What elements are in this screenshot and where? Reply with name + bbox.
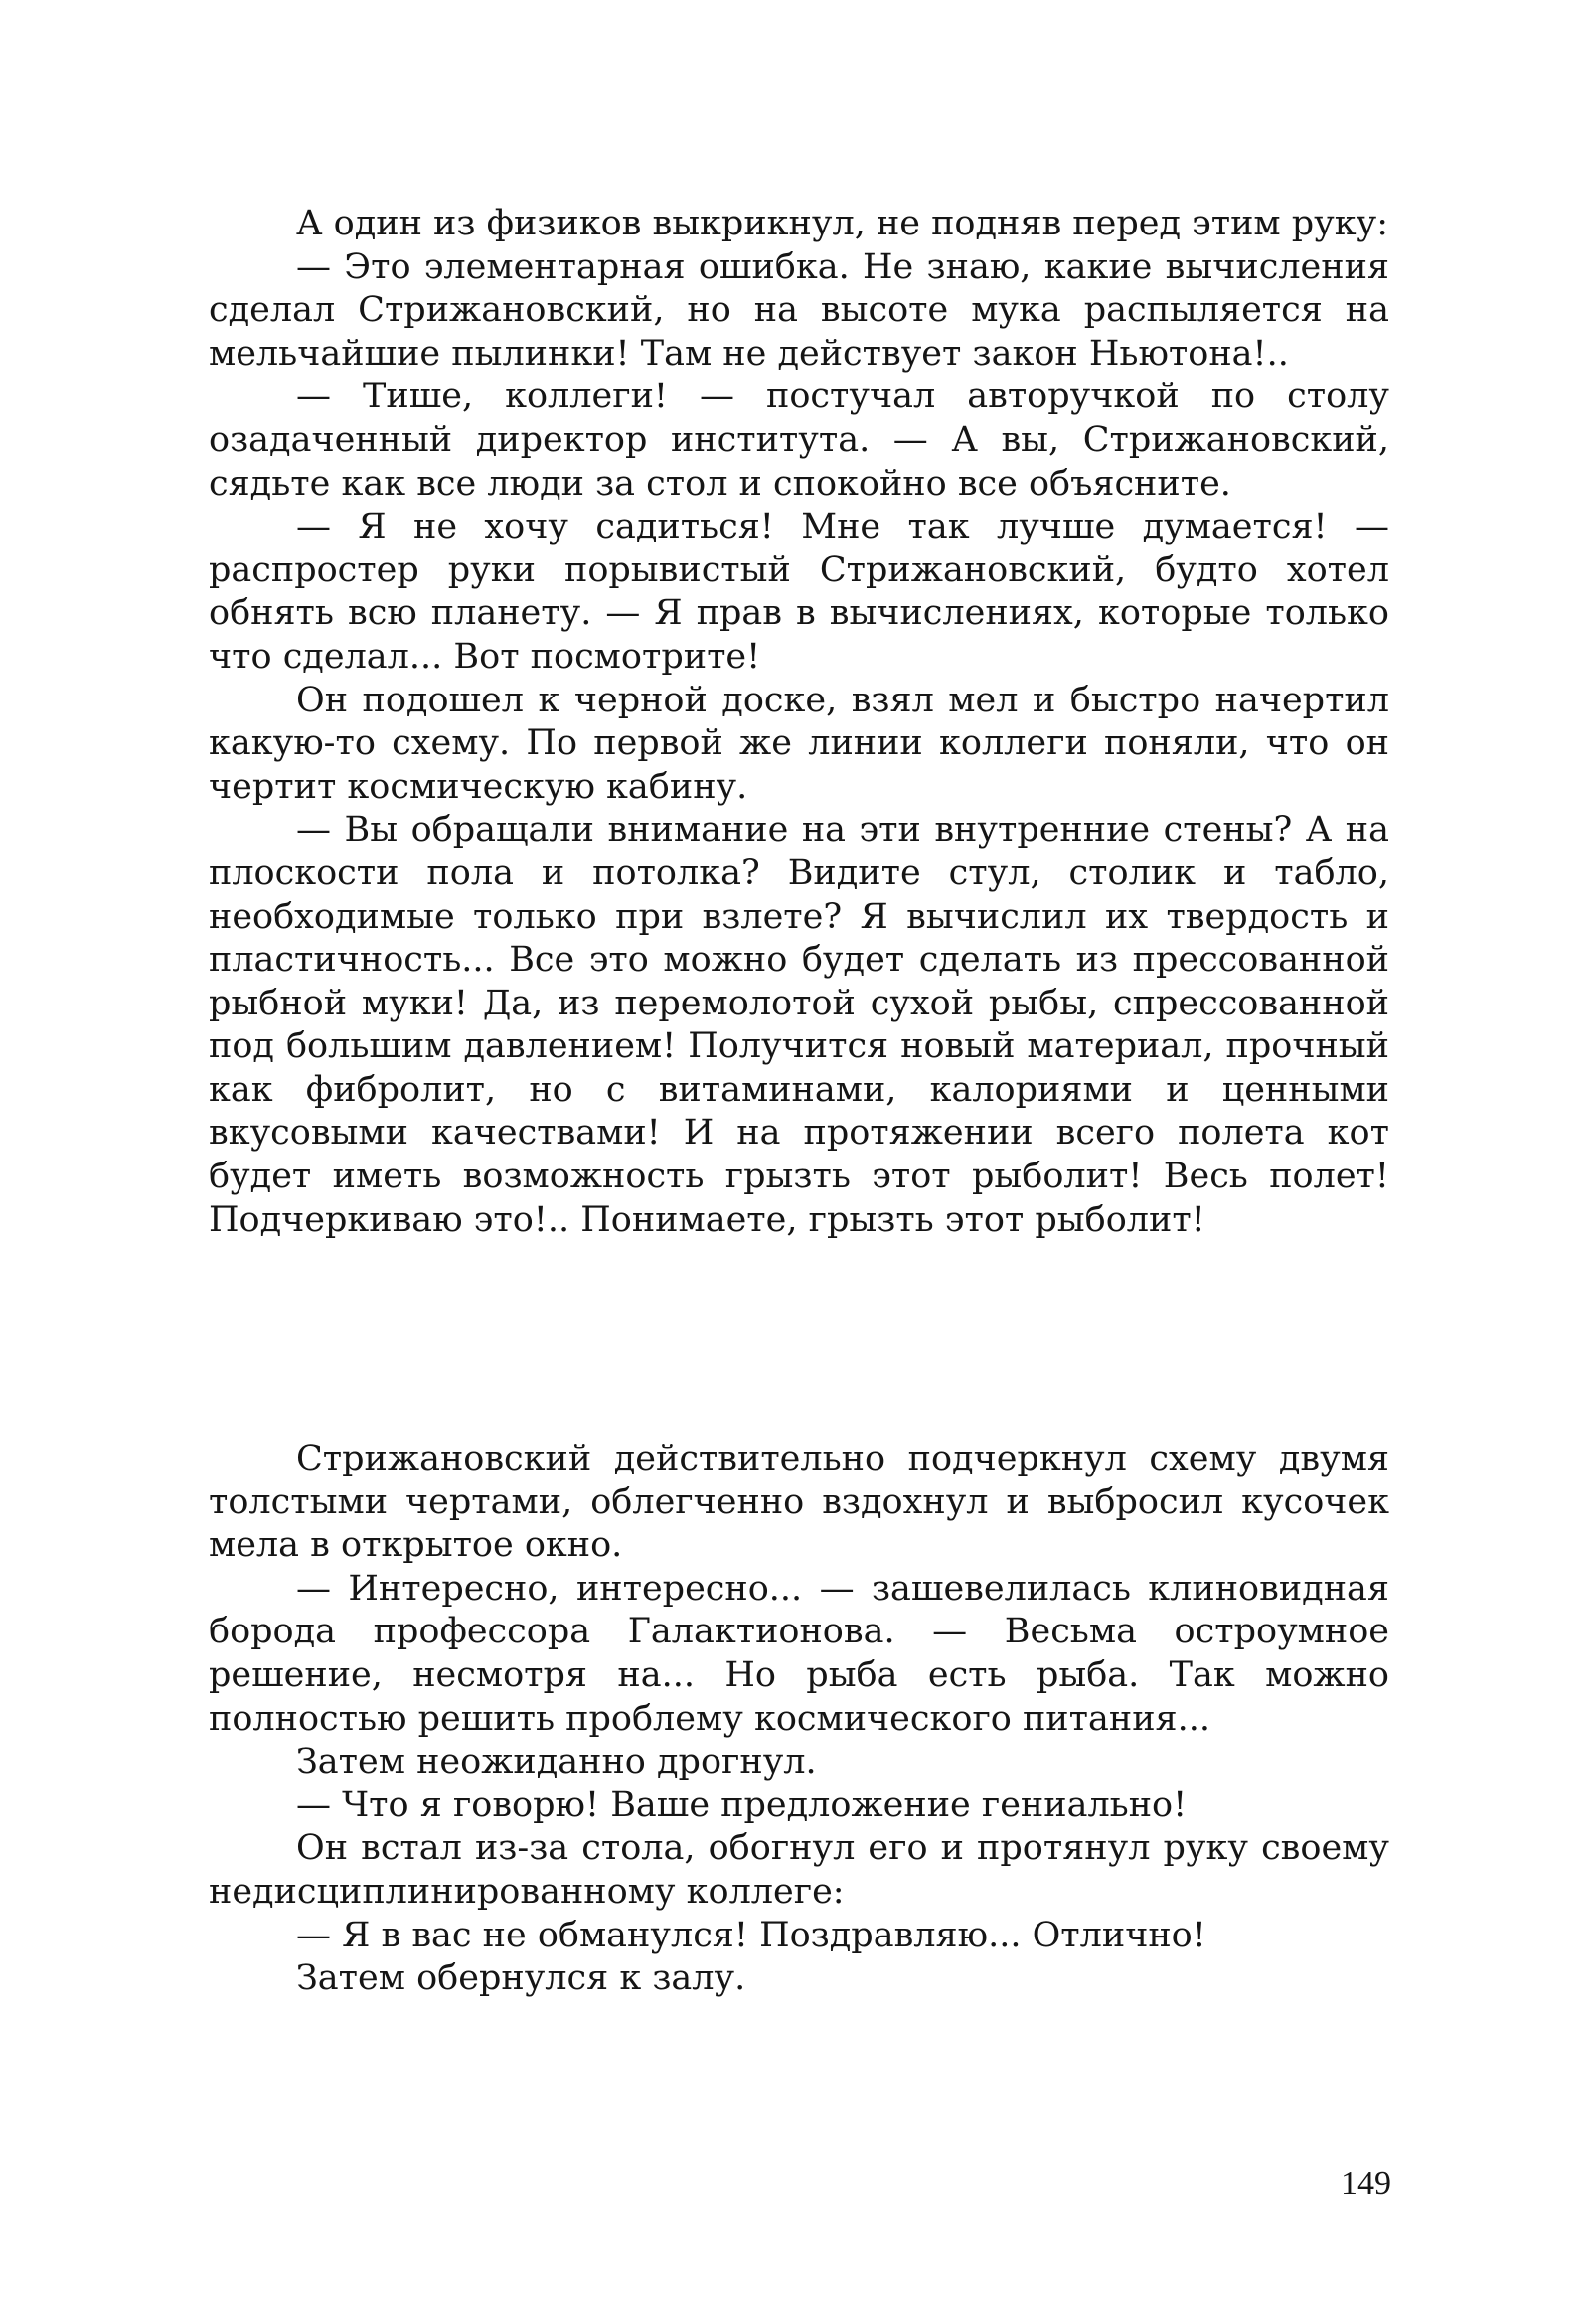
paragraph: — Интересно, интересно... — зашевелилась клиновидная борода профессора Галактионова. — Весьма остроумное решение, несмотря на... Но рыба есть рыба. Так можно полностью решить проблему космического питания... xyxy=(209,1568,1389,1739)
paragraph: — Я не хочу садиться! Мне так лучше думается! — распростер руки порывистый Стрижановский, будто хотел обнять всю планету. — Я прав в вычислениях, которые только что сделал... Вот посмотрите! xyxy=(209,507,1389,677)
paragraph: — Вы обращали внимание на эти внутренние стены? А на плоскости пола и потолка? Видите стул, столик и табло, необходимые только при взлете? Я вычислил их твердость и пластичность... Все это можно будет сделать из прессованной рыбной муки! Да, из перемолотой сухой рыбы, спрессованной под большим давлением! Получится новый материал, прочный как фибролит, но с витаминами, калориями и ценными вкусовыми качествами! И на протяжении всего полета кот будет иметь возможность грызть этот рыболит! Весь полет! Подчеркиваю это!.. Понимаете, грызть этот рыболит! xyxy=(209,810,1389,1240)
paragraph: Он подошел к черной доске, взял мел и быстро начертил какую-то схему. По первой же линии коллеги поняли, что он чертит космическую кабину. xyxy=(209,680,1389,807)
paragraph: Стрижановский действительно подчеркнул схему двумя толстыми чертами, облегченно вздохнул и выбросил кусочек мела в открытое окно. xyxy=(209,1439,1389,1566)
paragraph: — Я в вас не обманулся! Поздравляю... Отлично! xyxy=(296,1915,1206,1955)
paragraph: А один из физиков выкрикнул, не подняв перед этим руку: xyxy=(296,204,1389,243)
page-number: 149 xyxy=(1341,2165,1391,2202)
paragraph: — Это элементарная ошибка. Не знаю, какие вычисления сделал Стрижановский, но на высоте мука распыляется на мельчайшие пылинки! Там не действует закон Ньютона!.. xyxy=(209,246,1389,374)
paragraph: — Тише, коллеги! — постучал авторучкой по столу озадаченный директор института. — А вы, Стрижановский, сядьте как все люди за стол и спокойно все объясните. xyxy=(209,377,1389,504)
paragraph: — Что я говорю! Ваше предложение гениально! xyxy=(296,1784,1188,1825)
paragraph: Затем неожиданно дрогнул. xyxy=(296,1742,817,1782)
paragraph: Он встал из-за стола, обогнул его и протянул руку своему недисциплинированному коллеге: xyxy=(209,1828,1389,1912)
paragraph: Затем обернулся к залу. xyxy=(296,1958,746,1999)
text-block-upper xyxy=(209,203,1389,1242)
text-block-lower xyxy=(209,1438,1389,2001)
